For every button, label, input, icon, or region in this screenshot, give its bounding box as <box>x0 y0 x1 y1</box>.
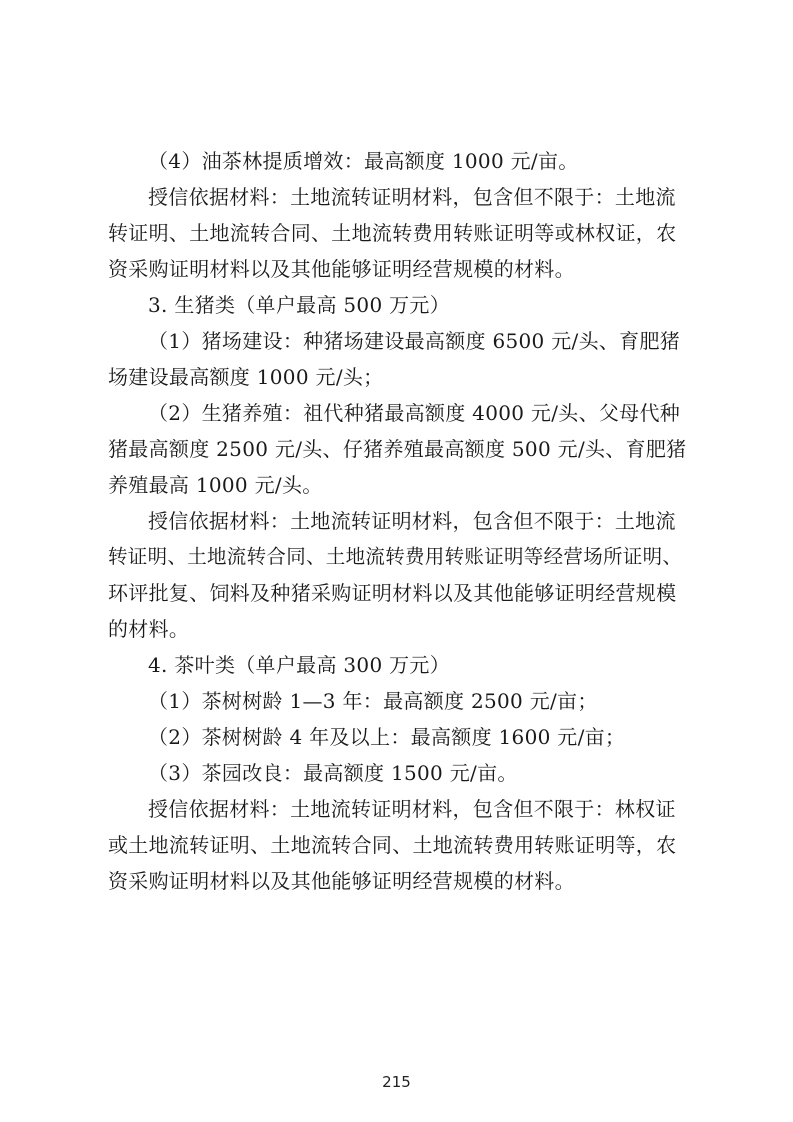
section-heading: 3. 生猪类（单户最高 500 万元） <box>148 293 451 317</box>
text-line: 授信依据材料：土地流转证明材料，包含但不限于：土地流 <box>148 509 676 533</box>
text-line: （4）油茶林提质增效：最高额度 1000 元/亩。 <box>148 149 579 173</box>
page-number: 215 <box>382 1073 411 1091</box>
text-line: 或土地流转证明、土地流转合同、土地流转费用转账证明等，农 <box>108 833 677 857</box>
text-line: 转证明、土地流转合同、土地流转费用转账证明等或林权证，农 <box>108 221 677 245</box>
text-line: （3）茶园改良：最高额度 1500 元/亩。 <box>148 761 518 785</box>
text-line: 养殖最高 1000 元/头。 <box>108 473 323 497</box>
text-line: 场建设最高额度 1000 元/头； <box>108 365 384 389</box>
text-line: 资采购证明材料以及其他能够证明经营规模的材料。 <box>108 257 575 281</box>
text-line: 转证明、土地流转合同、土地流转费用转账证明等经营场所证明、 <box>108 545 683 568</box>
text-line: 授信依据材料：土地流转证明材料，包含但不限于：林权证 <box>148 797 676 821</box>
text-line: （1）猪场建设：种猪场建设最高额度 6500 元/头、育肥猪 <box>148 329 681 353</box>
text-line: （2）茶树树龄 4 年及以上：最高额度 1600 元/亩； <box>148 725 626 749</box>
text-line: 猪最高额度 2500 元/头、仔猪养殖最高额度 500 元/头、育肥猪 <box>108 437 687 461</box>
text-line: 资采购证明材料以及其他能够证明经营规模的材料。 <box>108 869 575 893</box>
text-line: （2）生猪养殖：祖代种猪最高额度 4000 元/头、父母代种 <box>148 401 681 425</box>
text-line: 环评批复、饲料及种猪采购证明材料以及其他能够证明经营规模 <box>108 581 677 605</box>
text-line: 的材料。 <box>108 617 190 641</box>
document-body <box>108 143 692 899</box>
text-line: 授信依据材料：土地流转证明材料，包含但不限于：土地流 <box>148 185 676 209</box>
text-line: （1）茶树树龄 1—3 年：最高额度 2500 元/亩； <box>148 689 598 713</box>
section-heading: 4. 茶叶类（单户最高 300 万元） <box>148 653 451 677</box>
